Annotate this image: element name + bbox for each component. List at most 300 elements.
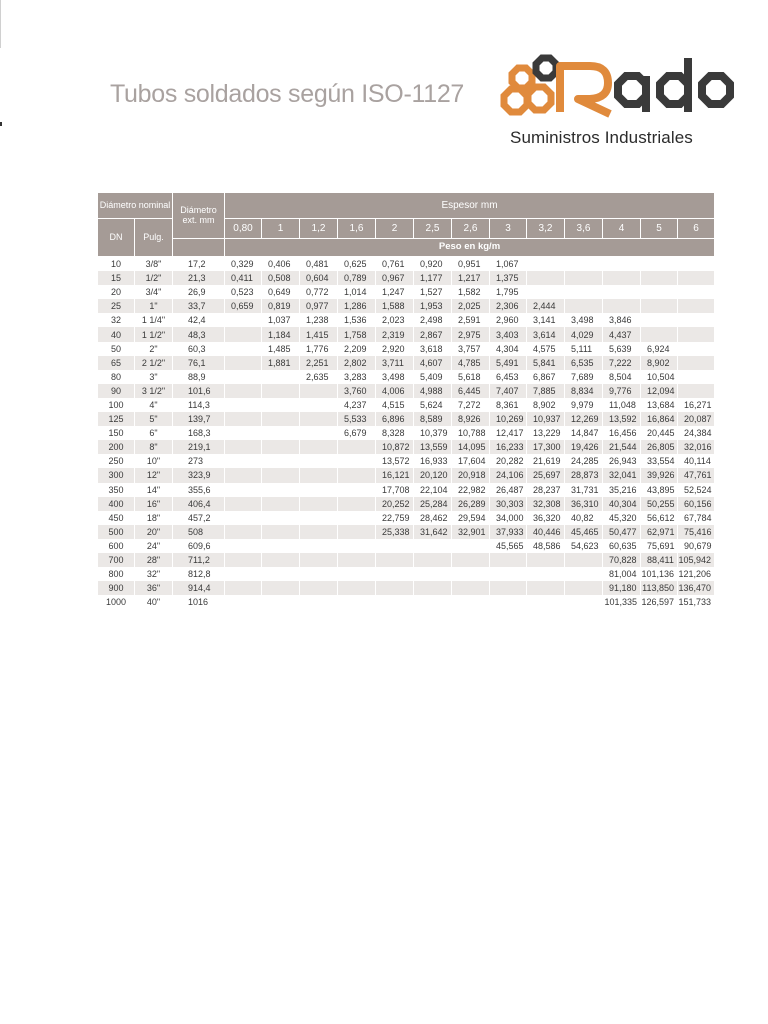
weight-cell <box>225 539 262 553</box>
weight-cell: 75,691 <box>641 539 678 553</box>
weight-cell: 1,485 <box>262 342 300 356</box>
weight-cell <box>678 285 715 299</box>
table-row <box>98 342 715 356</box>
inch-cell: 1/2" <box>135 271 173 285</box>
weight-cell: 151,733 <box>678 595 715 609</box>
weight-cell: 4,237 <box>338 398 376 412</box>
weight-cell <box>225 497 262 511</box>
weight-cell: 20,120 <box>414 468 452 482</box>
weight-cell: 113,850 <box>641 581 678 595</box>
weight-cell: 10,872 <box>376 440 414 454</box>
weight-cell <box>678 356 715 370</box>
table-row <box>98 511 715 525</box>
weight-cell: 6,679 <box>338 426 376 440</box>
weight-cell: 8,504 <box>603 370 641 384</box>
weight-cell: 0,789 <box>338 271 376 285</box>
weight-cell <box>376 539 414 553</box>
weight-cell: 0,523 <box>225 285 262 299</box>
weight-cell <box>603 257 641 272</box>
weight-cell <box>338 553 376 567</box>
weight-cell <box>641 257 678 272</box>
weight-cell <box>262 511 300 525</box>
weight-cell: 13,559 <box>414 440 452 454</box>
weight-cell: 8,902 <box>641 356 678 370</box>
weight-cell: 56,612 <box>641 511 678 525</box>
weight-cell <box>300 440 338 454</box>
weight-cell <box>300 497 338 511</box>
weight-cell: 16,933 <box>414 454 452 468</box>
weight-cell: 2,023 <box>376 313 414 327</box>
thickness-header-cell: 0,80 <box>225 219 262 239</box>
weight-cell: 1,014 <box>338 285 376 299</box>
weight-cell: 20,918 <box>452 468 490 482</box>
weight-cell: 70,828 <box>603 553 641 567</box>
weight-cell: 8,361 <box>490 398 527 412</box>
external-diameter-cell: 914,4 <box>173 581 225 595</box>
weight-cell <box>225 313 262 327</box>
logo-mark-icon <box>498 52 748 124</box>
weight-cell: 91,180 <box>603 581 641 595</box>
weight-cell: 5,841 <box>527 356 565 370</box>
weight-cell: 26,805 <box>641 440 678 454</box>
weight-cell: 4,785 <box>452 356 490 370</box>
weight-cell: 3,757 <box>452 342 490 356</box>
weight-cell <box>300 412 338 426</box>
dn-cell: 20 <box>98 285 135 299</box>
weight-cell <box>527 567 565 581</box>
external-diameter-cell: 101,6 <box>173 384 225 398</box>
weight-cell: 45,320 <box>603 511 641 525</box>
table-row <box>98 271 715 285</box>
weight-cell: 1,238 <box>300 313 338 327</box>
weight-cell <box>225 342 262 356</box>
weight-cell <box>300 553 338 567</box>
weight-cell <box>262 440 300 454</box>
weight-cell: 5,111 <box>565 342 603 356</box>
inch-cell: 16" <box>135 497 173 511</box>
weight-cell: 2,867 <box>414 327 452 341</box>
weight-cell <box>678 299 715 313</box>
weight-cell: 2,209 <box>338 342 376 356</box>
weight-cell: 6,535 <box>565 356 603 370</box>
weight-cell: 7,222 <box>603 356 641 370</box>
thickness-header-cell: 4 <box>603 219 641 239</box>
table-row <box>98 483 715 497</box>
inch-cell: 40" <box>135 595 173 609</box>
weight-cell: 3,614 <box>527 327 565 341</box>
dn-cell: 350 <box>98 483 135 497</box>
weight-cell: 101,136 <box>641 567 678 581</box>
company-tagline: Suministros Industriales <box>510 128 693 147</box>
weight-cell: 30,303 <box>490 497 527 511</box>
table-row <box>98 440 715 454</box>
weight-cell <box>678 271 715 285</box>
inch-cell: 2" <box>135 342 173 356</box>
weight-cell: 60,635 <box>603 539 641 553</box>
weight-cell: 39,926 <box>641 468 678 482</box>
external-diameter-cell: 21,3 <box>173 271 225 285</box>
weight-cell: 24,285 <box>565 454 603 468</box>
weight-cell: 0,819 <box>262 299 300 313</box>
thickness-header-cell: 3 <box>490 219 527 239</box>
weight-cell: 7,689 <box>565 370 603 384</box>
inch-cell: 24" <box>135 539 173 553</box>
table-row <box>98 285 715 299</box>
weight-cell <box>338 440 376 454</box>
external-diameter-cell: 1016 <box>173 595 225 609</box>
weight-cell <box>338 468 376 482</box>
header-nominal-diameter: Diámetro nominal <box>98 193 173 219</box>
weight-cell <box>565 257 603 272</box>
weight-cell: 1,177 <box>414 271 452 285</box>
weight-cell: 3,711 <box>376 356 414 370</box>
weight-cell <box>527 553 565 567</box>
weight-cell <box>678 342 715 356</box>
weight-cell: 28,873 <box>565 468 603 482</box>
weight-cell: 2,444 <box>527 299 565 313</box>
weight-cell <box>490 567 527 581</box>
weight-cell <box>300 426 338 440</box>
weight-cell: 1,037 <box>262 313 300 327</box>
weight-cell: 54,623 <box>565 539 603 553</box>
weight-cell: 0,604 <box>300 271 338 285</box>
weight-cell: 1,247 <box>376 285 414 299</box>
external-diameter-cell: 219,1 <box>173 440 225 454</box>
thickness-header-cell: 1,6 <box>338 219 376 239</box>
table-row <box>98 370 715 384</box>
dn-cell: 300 <box>98 468 135 482</box>
dn-cell: 80 <box>98 370 135 384</box>
table-row <box>98 497 715 511</box>
weight-cell <box>225 483 262 497</box>
inch-cell: 4" <box>135 398 173 412</box>
weight-cell: 10,504 <box>641 370 678 384</box>
weight-cell: 10,937 <box>527 412 565 426</box>
weight-cell: 7,885 <box>527 384 565 398</box>
weight-cell: 121,206 <box>678 567 715 581</box>
inch-cell: 1" <box>135 299 173 313</box>
weight-cell: 48,586 <box>527 539 565 553</box>
weight-cell <box>452 567 490 581</box>
weight-cell: 101,335 <box>603 595 641 609</box>
inch-cell: 3" <box>135 370 173 384</box>
weight-cell: 6,445 <box>452 384 490 398</box>
weight-cell: 1,795 <box>490 285 527 299</box>
dn-cell: 32 <box>98 313 135 327</box>
weight-cell <box>338 581 376 595</box>
weight-cell <box>225 412 262 426</box>
dn-cell: 450 <box>98 511 135 525</box>
weight-cell <box>225 511 262 525</box>
weight-cell: 0,508 <box>262 271 300 285</box>
weight-cell: 45,565 <box>490 539 527 553</box>
weight-cell <box>678 384 715 398</box>
weight-cell: 2,319 <box>376 327 414 341</box>
external-diameter-cell: 76,1 <box>173 356 225 370</box>
weight-cell <box>414 553 452 567</box>
weight-cell: 6,453 <box>490 370 527 384</box>
weight-cell: 0,761 <box>376 257 414 272</box>
weight-cell: 5,491 <box>490 356 527 370</box>
inch-cell: 14" <box>135 483 173 497</box>
weight-cell: 1,415 <box>300 327 338 341</box>
weight-cell <box>300 483 338 497</box>
weight-cell <box>565 299 603 313</box>
inch-cell: 28" <box>135 553 173 567</box>
weight-cell: 1,758 <box>338 327 376 341</box>
weight-cell: 34,000 <box>490 511 527 525</box>
weight-cell: 13,592 <box>603 412 641 426</box>
weight-cell: 0,406 <box>262 257 300 272</box>
weight-cell: 0,977 <box>300 299 338 313</box>
dn-cell: 100 <box>98 398 135 412</box>
weight-cell: 5,624 <box>414 398 452 412</box>
weight-cell <box>262 497 300 511</box>
weight-cell <box>225 426 262 440</box>
weight-cell: 2,498 <box>414 313 452 327</box>
external-diameter-cell: 273 <box>173 454 225 468</box>
inch-cell: 12" <box>135 468 173 482</box>
weight-cell: 1,527 <box>414 285 452 299</box>
weight-cell <box>262 412 300 426</box>
weight-cell <box>641 313 678 327</box>
header-external-diameter: Diámetro ext. mm <box>173 193 225 239</box>
weight-cell <box>262 553 300 567</box>
weight-cell <box>338 497 376 511</box>
weight-cell: 0,625 <box>338 257 376 272</box>
weight-cell <box>338 567 376 581</box>
weight-cell: 1,375 <box>490 271 527 285</box>
weight-cell <box>565 271 603 285</box>
weight-cell <box>262 370 300 384</box>
weight-cell <box>338 525 376 539</box>
weight-cell <box>300 384 338 398</box>
weight-cell: 75,416 <box>678 525 715 539</box>
weight-cell <box>262 595 300 609</box>
weight-cell: 3,283 <box>338 370 376 384</box>
weight-cell: 32,041 <box>603 468 641 482</box>
weight-cell: 5,533 <box>338 412 376 426</box>
weight-cell: 6,924 <box>641 342 678 356</box>
weight-cell: 9,979 <box>565 398 603 412</box>
weight-cell <box>225 595 262 609</box>
weight-cell <box>565 595 603 609</box>
dn-cell: 65 <box>98 356 135 370</box>
dn-cell: 200 <box>98 440 135 454</box>
weight-cell: 4,029 <box>565 327 603 341</box>
weight-cell: 25,697 <box>527 468 565 482</box>
inch-cell: 3 1/2" <box>135 384 173 398</box>
weight-cell <box>641 299 678 313</box>
weight-cell <box>225 468 262 482</box>
weight-cell: 6,867 <box>527 370 565 384</box>
weight-cell <box>225 370 262 384</box>
weight-cell <box>490 553 527 567</box>
document-title: Tubos soldados según ISO-1127 <box>110 80 465 108</box>
weight-cell <box>414 595 452 609</box>
inch-cell: 36" <box>135 581 173 595</box>
weight-cell: 0,920 <box>414 257 452 272</box>
weight-cell: 0,481 <box>300 257 338 272</box>
dn-cell: 25 <box>98 299 135 313</box>
weight-cell: 2,591 <box>452 313 490 327</box>
weight-cell: 2,251 <box>300 356 338 370</box>
weight-cell <box>414 581 452 595</box>
weight-cell <box>565 553 603 567</box>
weight-cell: 2,025 <box>452 299 490 313</box>
weight-cell <box>527 595 565 609</box>
inch-cell: 32" <box>135 567 173 581</box>
weight-cell <box>376 595 414 609</box>
weight-cell <box>641 271 678 285</box>
weight-cell <box>262 539 300 553</box>
weight-cell <box>338 454 376 468</box>
weight-cell: 67,784 <box>678 511 715 525</box>
weight-cell: 4,304 <box>490 342 527 356</box>
external-diameter-cell: 33,7 <box>173 299 225 313</box>
weight-cell: 45,465 <box>565 525 603 539</box>
weight-cell: 43,895 <box>641 483 678 497</box>
weight-cell <box>414 539 452 553</box>
company-logo <box>498 52 748 152</box>
weight-cell: 16,271 <box>678 398 715 412</box>
weight-cell <box>262 454 300 468</box>
weight-cell: 12,269 <box>565 412 603 426</box>
header-inches: Pulg. <box>135 219 173 257</box>
inch-cell: 5" <box>135 412 173 426</box>
weight-cell: 126,597 <box>641 595 678 609</box>
weight-cell: 3,498 <box>376 370 414 384</box>
weight-cell <box>225 356 262 370</box>
dn-cell: 10 <box>98 257 135 272</box>
weight-cell: 0,649 <box>262 285 300 299</box>
weight-cell: 14,847 <box>565 426 603 440</box>
table-body <box>98 257 715 610</box>
weight-cell <box>376 581 414 595</box>
inch-cell: 3/8" <box>135 257 173 272</box>
weight-cell: 1,536 <box>338 313 376 327</box>
weight-cell <box>641 327 678 341</box>
weight-cell: 25,284 <box>414 497 452 511</box>
weight-cell: 28,237 <box>527 483 565 497</box>
weight-cell: 14,095 <box>452 440 490 454</box>
external-diameter-cell: 323,9 <box>173 468 225 482</box>
weight-cell: 7,272 <box>452 398 490 412</box>
weight-cell <box>262 525 300 539</box>
inch-cell: 2 1/2" <box>135 356 173 370</box>
weight-cell: 26,943 <box>603 454 641 468</box>
pipe-weight-table <box>97 192 715 609</box>
weight-cell: 4,575 <box>527 342 565 356</box>
thickness-header-cell: 2 <box>376 219 414 239</box>
weight-cell <box>338 595 376 609</box>
header-dn: DN <box>98 219 135 257</box>
weight-cell: 3,618 <box>414 342 452 356</box>
weight-cell: 4,006 <box>376 384 414 398</box>
dn-cell: 150 <box>98 426 135 440</box>
weight-cell: 0,659 <box>225 299 262 313</box>
weight-cell <box>225 440 262 454</box>
weight-cell: 2,975 <box>452 327 490 341</box>
thickness-header-cell: 6 <box>678 219 715 239</box>
weight-cell: 32,016 <box>678 440 715 454</box>
weight-cell <box>527 271 565 285</box>
weight-cell: 29,594 <box>452 511 490 525</box>
weight-cell <box>376 567 414 581</box>
thickness-header-cell: 5 <box>641 219 678 239</box>
dn-cell: 40 <box>98 327 135 341</box>
weight-cell: 1,588 <box>376 299 414 313</box>
weight-cell: 11,048 <box>603 398 641 412</box>
weight-cell: 6,896 <box>376 412 414 426</box>
weight-cell: 4,988 <box>414 384 452 398</box>
weight-cell <box>225 384 262 398</box>
weight-cell <box>678 370 715 384</box>
weight-cell: 8,926 <box>452 412 490 426</box>
weight-cell: 3,760 <box>338 384 376 398</box>
weight-cell: 5,618 <box>452 370 490 384</box>
weight-cell: 40,82 <box>565 511 603 525</box>
thickness-header-cell: 1,2 <box>300 219 338 239</box>
dn-cell: 800 <box>98 567 135 581</box>
external-diameter-cell: 17,2 <box>173 257 225 272</box>
weight-cell: 0,411 <box>225 271 262 285</box>
weight-cell: 17,708 <box>376 483 414 497</box>
weight-cell <box>338 511 376 525</box>
table-row <box>98 327 715 341</box>
external-diameter-cell: 711,2 <box>173 553 225 567</box>
dn-cell: 90 <box>98 384 135 398</box>
weight-cell: 5,639 <box>603 342 641 356</box>
weight-cell: 32,308 <box>527 497 565 511</box>
weight-cell: 13,572 <box>376 454 414 468</box>
weight-cell <box>678 327 715 341</box>
table-row <box>98 539 715 553</box>
dn-cell: 700 <box>98 553 135 567</box>
weight-cell <box>527 257 565 272</box>
weight-cell: 20,087 <box>678 412 715 426</box>
external-diameter-cell: 88,9 <box>173 370 225 384</box>
inch-cell: 1 1/4" <box>135 313 173 327</box>
weight-cell: 22,982 <box>452 483 490 497</box>
weight-cell <box>338 483 376 497</box>
weight-cell <box>603 285 641 299</box>
weight-cell: 9,776 <box>603 384 641 398</box>
inch-cell: 6" <box>135 426 173 440</box>
weight-cell: 2,306 <box>490 299 527 313</box>
weight-cell: 10,269 <box>490 412 527 426</box>
table-row <box>98 426 715 440</box>
table-row <box>98 595 715 609</box>
weight-cell: 28,462 <box>414 511 452 525</box>
weight-cell <box>490 595 527 609</box>
weight-cell <box>262 483 300 497</box>
weight-cell: 5,409 <box>414 370 452 384</box>
weight-cell <box>225 553 262 567</box>
weight-cell: 36,310 <box>565 497 603 511</box>
weight-cell <box>603 299 641 313</box>
weight-cell: 105,942 <box>678 553 715 567</box>
weight-cell: 31,642 <box>414 525 452 539</box>
weight-cell: 2,920 <box>376 342 414 356</box>
table-row <box>98 257 715 272</box>
header-external-diameter-continuation <box>173 239 225 257</box>
weight-cell: 1,582 <box>452 285 490 299</box>
weight-cell <box>678 257 715 272</box>
weight-cell: 60,156 <box>678 497 715 511</box>
weight-cell <box>225 567 262 581</box>
weight-cell: 24,384 <box>678 426 715 440</box>
